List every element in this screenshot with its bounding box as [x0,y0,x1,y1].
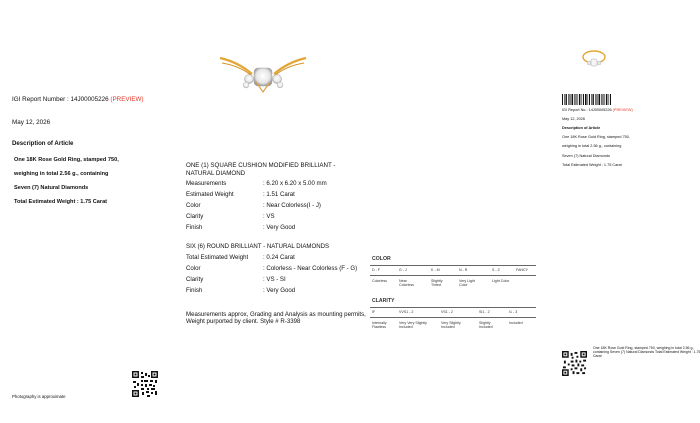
color-name: Colorless [372,279,387,283]
right-desc-line: weighing in total 2.56 g., containing [562,144,622,148]
color-grade: S - Z [492,268,500,272]
row-label: Estimated Weight [186,191,234,198]
description-line: Total Estimated Weight : 1.75 Carat [14,199,108,205]
row-value: : Colorless - Near Colorless (F - G) [263,265,358,272]
description-line: Seven (7) Natural Diamonds [14,185,89,191]
right-footer-text: One 18K Rose Gold Ring, stamped 750, weighing in total 2.56 g., containing Seven (7) Natural Diamonds Total Estimated Weight : 1.75 Carat [593,346,700,359]
clarity-scale-line [370,317,536,318]
right-desc-line: One 18K Rose Gold Ring, stamped 750, [562,135,630,139]
clarity-scale-heading: CLARITY [372,298,395,304]
row-label: Measurements [186,180,227,187]
color-name: Slightly Tinted [431,279,443,288]
color-name: Near Colorless [399,279,414,288]
clarity-scale-line [370,307,536,308]
row-label: Finish [186,224,203,231]
color-grade: FANCY [516,268,528,272]
barcode [562,94,611,105]
row-label: Finish [186,287,203,294]
color-name: Light Color [492,279,510,283]
color-scale-line [370,265,536,266]
color-grade: N - R [459,268,468,272]
clarity-grade: I1 - 3 [509,310,518,314]
row-value: : 6.20 x 6.20 x 5.00 mm [263,180,327,187]
color-grade: D - F [372,268,380,272]
right-desc-heading: Description of Article [562,126,601,130]
row-label: Clarity [186,276,204,283]
main-stone-row [186,191,386,199]
ring-photo [218,52,308,96]
right-date: May 12, 2026 [562,117,586,121]
right-report-number [562,108,633,112]
clarity-name: Internally Flawless [372,321,387,330]
clarity-name: Slightly Included [479,321,493,330]
color-name: Very Light Color [459,279,475,288]
side-stone-row [186,265,386,273]
grading-note: Measurements approx, Grading and Analysis as mounting permits, Weight purported by client. Style # R-3398 [186,311,366,325]
row-label: Color [186,202,201,209]
color-scale-heading: COLOR [372,256,391,262]
main-stone-row [186,180,386,188]
description-heading: Description of Article [12,140,74,147]
right-desc-line: Seven (7) Natural Diamonds [562,154,610,158]
clarity-grade: SI1 - 2 [479,310,490,314]
row-value: : Near Colorless(I - J) [263,202,321,209]
side-stones-title: SIX (6) ROUND BRILLIANT - NATURAL DIAMONDS [186,243,330,250]
right-report-label: IGI Report No.: 14J00005226 [562,108,612,112]
row-value: : Very Good [263,287,296,294]
clarity-grade: VS1 - 2 [441,310,453,314]
row-value: : VS - SI [263,276,286,283]
row-label: Clarity [186,213,204,220]
right-preview-badge: (PREVIEW) [612,108,633,112]
description-line: weighing in total 2.56 g., containing [14,171,109,177]
row-value: : 0.24 Carat [263,254,295,261]
row-value: : 1.51 Carat [263,191,295,198]
main-stone-title: ONE (1) SQUARE CUSHION MODIFIED BRILLIANT - NATURAL DIAMOND [186,162,336,177]
side-stone-row [186,287,386,295]
clarity-name: Included [509,321,523,325]
photo-note: Photography is approximate [12,394,66,399]
report-number-label: IGI Report Number : 14J00005226 [12,96,109,103]
report-date: May 12, 2026 [12,119,51,126]
row-label: Total Estimated Weight [186,254,249,261]
row-label: Color [186,265,201,272]
main-stone-row [186,213,386,221]
right-qr-code [562,351,587,376]
color-scale-line [370,275,536,276]
report-number [12,96,144,103]
side-stone-row [186,276,386,284]
main-stone-row [186,202,386,210]
row-value: : Very Good [263,224,296,231]
qr-code [132,371,158,397]
clarity-name: Very Very Slightly Included [399,321,427,330]
row-value: : VS [263,213,275,220]
side-stone-row [186,254,386,262]
right-desc-line: Total Estimated Weight : 1.75 Carat [562,163,622,167]
color-grade: K - M [431,268,440,272]
clarity-name: Very Slightly Included [441,321,461,330]
color-grade: G - J [399,268,407,272]
preview-badge: (PREVIEW) [110,96,144,103]
clarity-grade: IF [372,310,376,314]
ring-thumbnail [580,49,608,71]
clarity-grade: VVS1 - 2 [399,310,414,314]
main-stone-row [186,224,386,232]
description-line: One 18K Rose Gold Ring, stamped 750, [14,157,119,163]
